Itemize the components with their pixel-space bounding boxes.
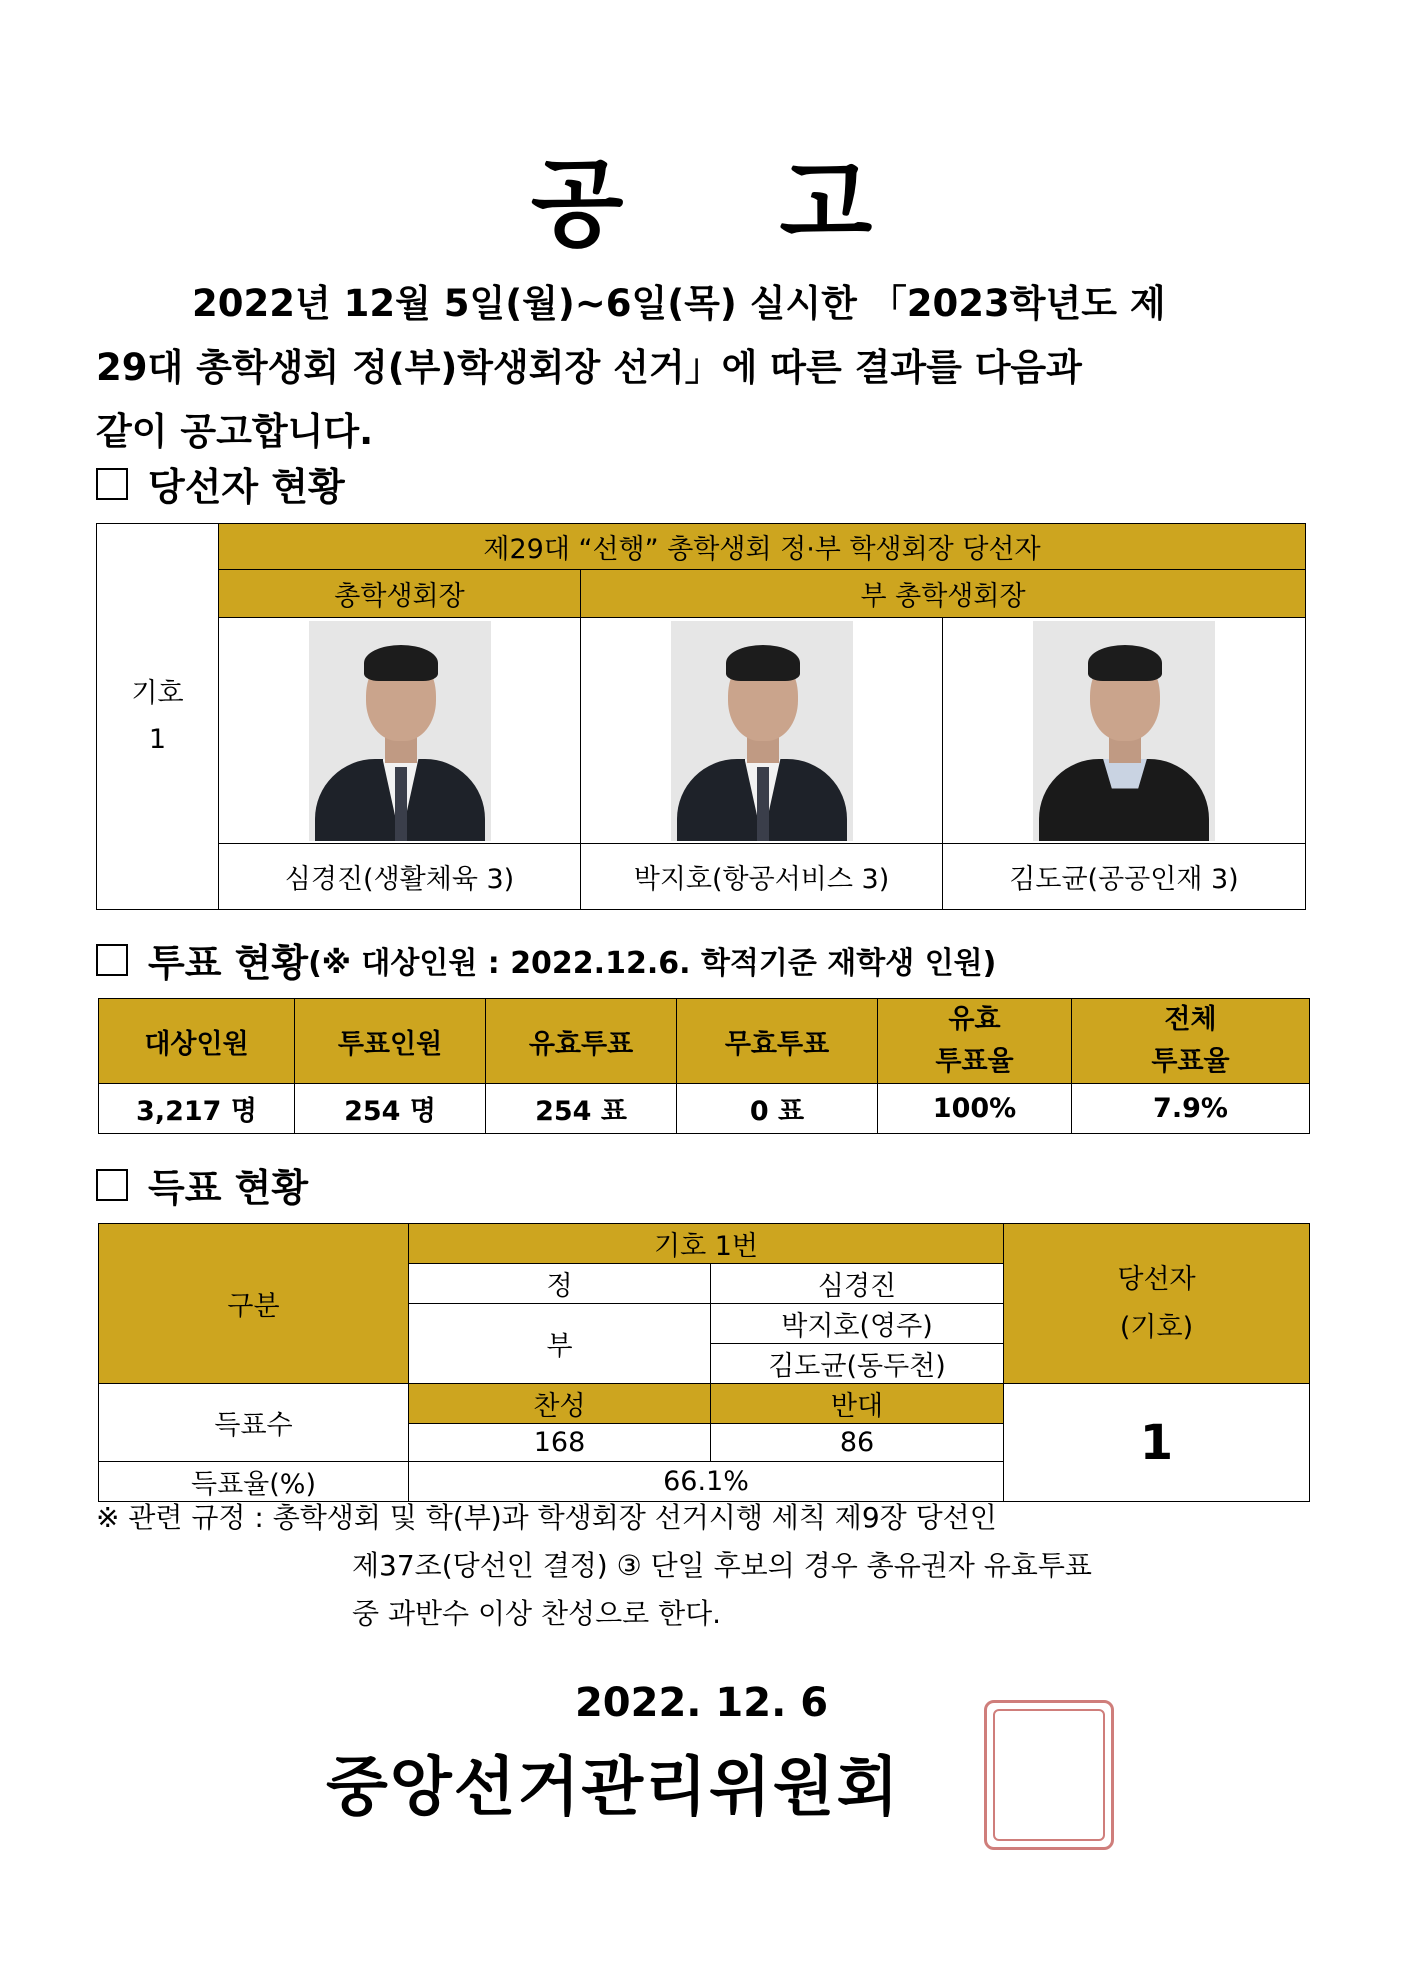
number-value: 1: [148, 723, 167, 755]
number-label: 기호: [131, 677, 184, 709]
rate-value: 66.1%: [409, 1462, 1004, 1502]
winners-table: [96, 523, 1306, 910]
header-total-rate: [1072, 999, 1310, 1084]
candidate-photo: [671, 621, 853, 841]
value-voters: 254 명: [295, 1084, 486, 1134]
title-char-2: 고: [779, 148, 873, 260]
president-label: 총학생회장: [219, 570, 581, 618]
intro-paragraph: [96, 272, 1310, 464]
rule-line-1: ※ 관련 규정 : 총학생회 및 학(부)과 학생회장 선거시행 세칙 제9장 당선인: [96, 1501, 997, 1534]
header-invalid: 무효투표: [677, 999, 878, 1084]
header-line: 투표율: [935, 1046, 1014, 1077]
candidate-3: 김도균(동두천): [711, 1344, 1004, 1384]
rate-label: 득표율(%): [99, 1462, 409, 1502]
vice-president-label: 부 총학생회장: [581, 570, 1306, 618]
value-total-rate: 7.9%: [1072, 1084, 1310, 1134]
section-note: (※ 대상인원 : 2022.12.6. 학적기준 재학생 인원): [308, 945, 997, 981]
candidate-name-3: 김도균(공공인재 3): [943, 844, 1306, 910]
candidate-name-1: 심경진(생활체육 3): [219, 844, 581, 910]
winner-number: 1: [1004, 1384, 1310, 1502]
checkbox-icon: [96, 944, 128, 976]
winner-label-sub: (기호): [1119, 1311, 1194, 1343]
header-line: 전체: [1164, 1004, 1217, 1035]
section-winners-heading: [96, 456, 345, 511]
rule-line-2: 제37조(당선인 결정) ③ 단일 후보의 경우 총유권자 유효투표: [352, 1549, 1092, 1582]
photo-cell-1: [219, 618, 581, 844]
value-target: 3,217 명: [99, 1084, 295, 1134]
value-valid: 254 표: [486, 1084, 677, 1134]
document-title: [0, 128, 1403, 265]
value-invalid: 0 표: [677, 1084, 878, 1134]
yes-count: 168: [409, 1424, 711, 1462]
section-title: 득표 현황: [148, 1166, 309, 1210]
section-title: 당선자 현황: [148, 465, 345, 509]
header-valid-rate: [878, 999, 1072, 1084]
votes-label: 득표수: [99, 1384, 409, 1462]
section-turnout-heading: [96, 932, 996, 987]
candidate-photo: [1033, 621, 1215, 841]
category-label: 구분: [99, 1224, 409, 1384]
intro-line-2: 29대 총학생회 정(부)학생회장 선거」에 따른 결과를 다음과: [96, 346, 1082, 389]
photo-cell-2: [581, 618, 943, 844]
organization-name: 중앙선거관리위원회: [326, 1751, 901, 1825]
header-target: 대상인원: [99, 999, 295, 1084]
no-label: 반대: [711, 1384, 1004, 1424]
winner-label-cell: [1004, 1224, 1310, 1384]
no-count: 86: [711, 1424, 1004, 1462]
candidate-2: 박지호(영주): [711, 1304, 1004, 1344]
announcement-date: 2022. 12. 6: [574, 1680, 829, 1726]
header-voters: 투표인원: [295, 999, 486, 1084]
number-cell: [97, 524, 219, 910]
value-valid-rate: 100%: [878, 1084, 1072, 1134]
title-char-1: 공: [530, 148, 624, 260]
checkbox-icon: [96, 468, 128, 500]
yes-label: 찬성: [409, 1384, 711, 1424]
votes-table: [98, 1223, 1310, 1502]
header-valid: 유효투표: [486, 999, 677, 1084]
section-votes-heading: [96, 1157, 308, 1212]
jeong-label: 정: [409, 1264, 711, 1304]
candidate-name-2: 박지호(항공서비스 3): [581, 844, 943, 910]
candidate-photo: [309, 621, 491, 841]
photo-cell-3: [943, 618, 1306, 844]
header-line: 유효: [948, 1004, 1001, 1035]
intro-line-1: 2022년 12월 5일(월)~6일(목) 실시한 「2023학년도 제: [192, 282, 1166, 325]
header-line: 투표율: [1151, 1046, 1230, 1077]
section-title: 투표 현황: [148, 941, 309, 985]
rule-note: [96, 1494, 1326, 1638]
winner-label: 당선자: [1117, 1263, 1196, 1295]
checkbox-icon: [96, 1169, 128, 1201]
candidate-1: 심경진: [711, 1264, 1004, 1304]
intro-line-3: 같이 공고합니다.: [96, 410, 374, 453]
winners-header: 제29대 “선행” 총학생회 정·부 학생회장 당선자: [219, 524, 1306, 570]
turnout-table: [98, 998, 1310, 1134]
rule-line-3: 중 과반수 이상 찬성으로 한다.: [352, 1597, 722, 1630]
bu-label: 부: [409, 1304, 711, 1384]
official-seal-stamp: [984, 1700, 1114, 1850]
candidate-number: 기호 1번: [409, 1224, 1004, 1264]
